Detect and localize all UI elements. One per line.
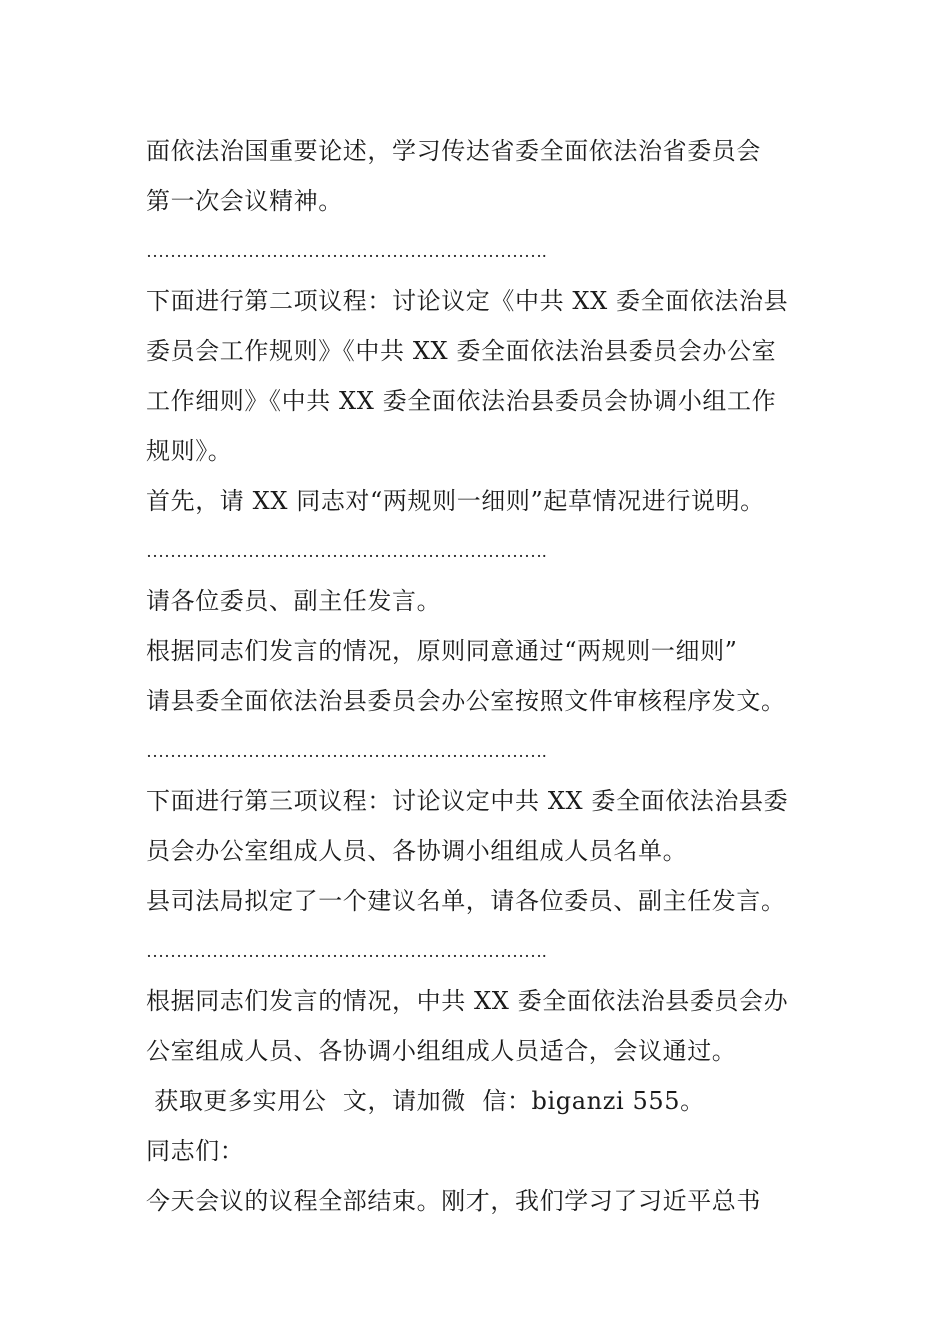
document-body <box>146 126 814 1226</box>
paragraph-line: 公室组成人员、各协调小组组成人员适合，会议通过。 <box>146 1037 737 1065</box>
paragraph-line: 下面进行第二项议程：讨论议定《中共 XX 委全面依法治县 <box>146 287 789 315</box>
paragraph-line: 首先，请 XX 同志对“两规则一细则”起草情况进行说明。 <box>146 487 765 515</box>
salutation-line: 同志们： <box>146 1137 245 1165</box>
paragraph-line: 今天会议的议程全部结束。刚才，我们学习了习近平总书 <box>146 1187 761 1215</box>
paragraph-line: 面依法治国重要论述，学习传达省委全面依法治省委员会 <box>146 137 761 165</box>
paragraph-line: 工作细则》《中共 XX 委全面依法治县委员会协调小组工作 <box>146 387 777 415</box>
paragraph-line: 根据同志们发言的情况，原则同意通过“两规则一细则” <box>146 637 738 665</box>
ellipsis-separator: …………………………………………………………. <box>146 541 547 561</box>
paragraph-line: 县司法局拟定了一个建议名单，请各位委员、副主任发言。 <box>146 887 786 915</box>
paragraph-line: 规则》。 <box>146 437 233 465</box>
paragraph-line: 员会办公室组成人员、各协调小组组成人员名单。 <box>146 837 688 865</box>
paragraph-line: 下面进行第三项议程：讨论议定中共 XX 委全面依法治县委 <box>146 787 789 815</box>
paragraph-line: 请各位委员、副主任发言。 <box>146 587 442 615</box>
promo-line: 获取更多实用公 文，请加微 信：biganzi 555。 <box>146 1087 705 1115</box>
ellipsis-separator: …………………………………………………………. <box>146 241 547 261</box>
paragraph-line: 委员会工作规则》《中共 XX 委全面依法治县委员会办公室 <box>146 337 777 365</box>
ellipsis-separator: …………………………………………………………. <box>146 741 547 761</box>
paragraph-line: 第一次会议精神。 <box>146 187 343 215</box>
ellipsis-separator: …………………………………………………………. <box>146 941 547 961</box>
paragraph-line: 根据同志们发言的情况，中共 XX 委全面依法治县委员会办 <box>146 987 789 1015</box>
paragraph-line: 请县委全面依法治县委员会办公室按照文件审核程序发文。 <box>146 687 786 715</box>
